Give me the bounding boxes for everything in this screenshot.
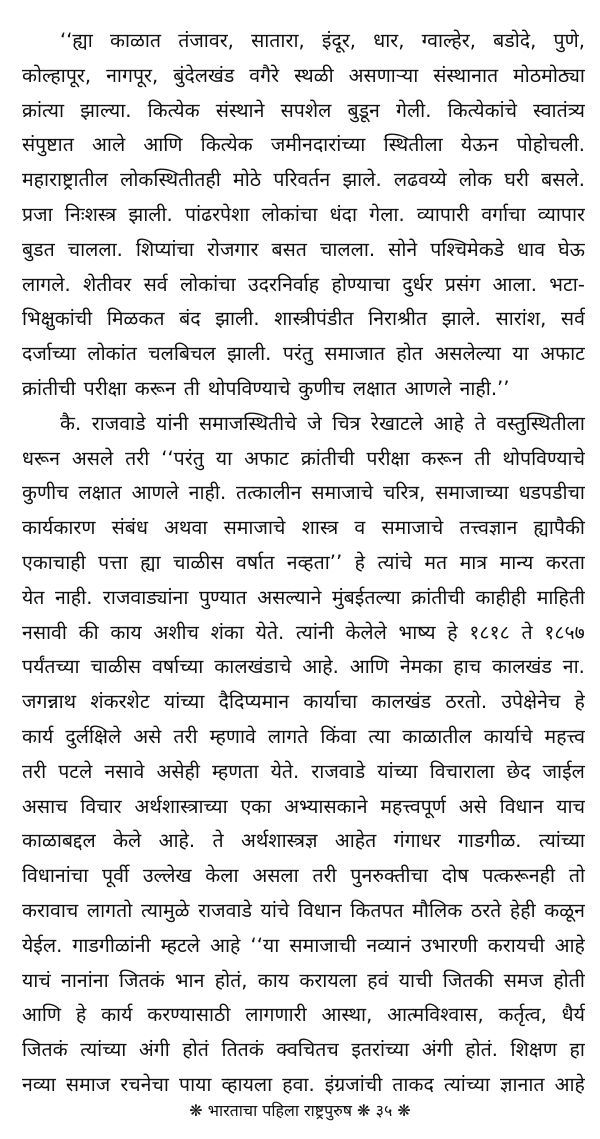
text-line: येत नाही. राजवाड्यांना पुण्यात असल्याने मुंबईतल्या क्रांतीची काहीही माहिती: [22, 585, 585, 609]
text-line: आणि हे कार्य करण्यासाठी लागणारी आस्था, आत्मविश्वास, कर्तृत्व, धैर्य: [22, 1003, 585, 1027]
text-line: धरून असले तरी ‘‘परंतु या अफाट क्रांतीची परीक्षा करून ती थोपविण्याचे: [22, 446, 585, 470]
text-line: असाच विचार अर्थशास्त्राच्या एका अभ्यासकाने महत्त्वपूर्ण असे विधान याच: [22, 794, 585, 818]
text-line: कुणीच लक्षात आणले नाही. तत्कालीन समाजाचे चरित्र, समाजाच्या धडपडीचा: [22, 481, 585, 505]
text-line: क्रांत्या झाल्या. कित्येक संस्थाने सपशेल बुडून गेली. कित्येकांचे स्वातंत्र्य: [22, 98, 585, 122]
text-line: महाराष्ट्रातील लोकस्थितीतही मोठे परिवर्तन झाले. लढवय्ये लोक घरी बसले.: [22, 168, 585, 192]
text-line: कोल्हापूर, नागपूर, बुंदेलखंड वगैरे स्थळी असणाऱ्या संस्थानात मोठमोठ्या: [22, 63, 585, 87]
text-line: नव्या समाज रचनेचा पाया व्हायला हवा. इंग्रजांची ताकद त्यांच्या ज्ञानात आहे: [22, 1072, 585, 1096]
text-line: काळाबद्दल केले आहे. ते अर्थशास्त्रज्ञ आहेत गंगाधर गाडगीळ. त्यांच्या: [22, 829, 585, 853]
text-line: क्रांतीची परीक्षा करून ती थोपविण्याचे कुणीच लक्षात आणले नाही.’’: [22, 376, 510, 400]
text-line: भिक्षुकांची मिळकत बंद झाली. शास्त्रीपंडीत निराश्रीत झाले. सारांश, सर्व: [22, 307, 585, 331]
text-line: एकाचाही पत्ता ह्या चाळीस वर्षात नव्हता’’ हे त्यांचे मत मात्र मान्य करता: [22, 550, 585, 574]
text-line: पर्यंतच्या चाळीस वर्षाच्या कालखंडाचे आहे. आणि नेमका हाच कालखंड ना.: [22, 655, 585, 679]
text-line: कार्य दुर्लक्षिले असे तरी म्हणावे लागते किंवा त्या काळातील कार्याचे महत्त्व: [22, 724, 585, 748]
page-footer: ❋ भारताचा पहिला राष्ट्रपुरुष ❋ ३५ ❋: [189, 1101, 411, 1120]
text-line: लागले. शेतीवर सर्व लोकांचा उदरनिर्वाह होण्याचा दुर्धर प्रसंग आला. भटा-: [22, 272, 585, 296]
text-line: तरी पटले नसावे असेही म्हणता येते. राजवाडे यांच्या विचाराला छेद जाईल: [22, 759, 585, 783]
text-line: विधानांचा पूर्वी उल्लेख केला असला तरी पुनरुक्तीचा दोष पत्करूनही तो: [22, 864, 585, 888]
text-line: नसावी की काय अशीच शंका येते. त्यांनी केलेले भाष्य हे १८१८ ते १८५७: [22, 620, 585, 644]
text-line: येईल. गाडगीळांनी म्हटले आहे ‘‘या समाजाची नव्यानं उभारणी करायची आहे: [22, 933, 585, 957]
text-line: जगन्नाथ शंकरशेट यांच्या दैदिप्यमान कार्याचा कालखंड ठरतो. उपेक्षेनेच हे: [22, 690, 585, 714]
text-line: संपुष्टात आले आणि कित्येक जमीनदारांच्या स्थितीला येऊन पोहोचली.: [22, 133, 585, 157]
text-line: ‘‘ह्या काळात तंजावर, सातारा, इंदूर, धार, ग्वाल्हेर, बडोदे, पुणे,: [60, 29, 585, 52]
body-text: [22, 24, 585, 1103]
text-line: कार्यकारण संबंध अथवा समाजाचे शास्त्र व समाजाचे तत्त्वज्ञान ह्यापैकी: [22, 516, 585, 540]
text-line: कै. राजवाडे यांनी समाजस्थितीचे जे चित्र रेखाटले आहे ते वस्तुस्थितीला: [60, 411, 585, 435]
text-line: प्रजा निःशस्त्र झाली. पांढरपेशा लोकांचा धंदा गेला. व्यापारी वर्गाचा व्यापार: [22, 202, 585, 226]
text-line: बुडत चालला. शिप्यांचा रोजगार बसत चालला. सोने पश्चिमेकडे धाव घेऊ: [22, 237, 585, 261]
text-line: करावाच लागतो त्यामुळे राजवाडे यांचे विधान कितपत मौलिक ठरते हेही कळून: [22, 898, 585, 922]
text-line: जितकं त्यांच्या अंगी होतं तितकं क्वचितच इतरांच्या अंगी होतं. शिक्षण हा: [22, 1038, 585, 1062]
text-line: दर्जाच्या लोकांत चलबिचल झाली. परंतु समाजात होत असलेल्या या अफाट: [22, 342, 585, 366]
text-line: याचं नानांना जितकं भान होतं, काय करायला हवं याची जितकी समज होती: [22, 968, 585, 992]
